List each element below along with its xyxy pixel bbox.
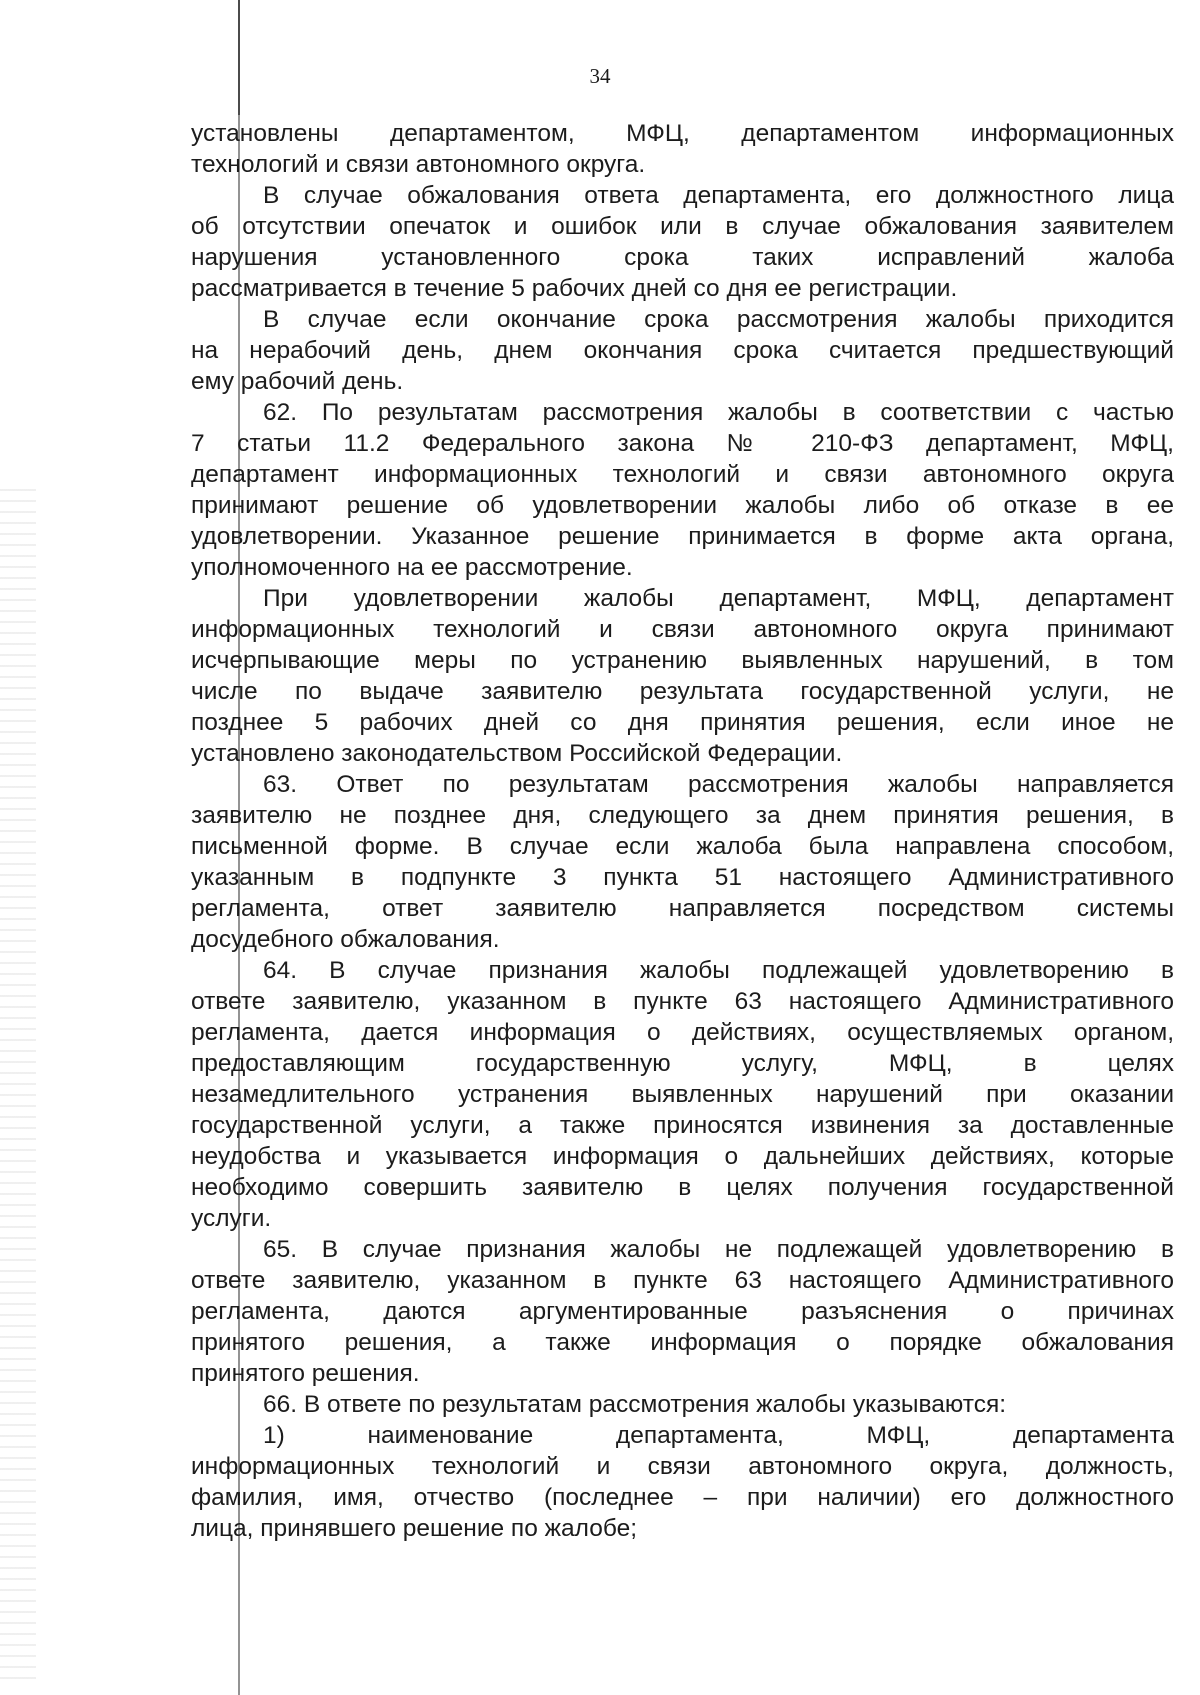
scan-edge-noise [0, 480, 36, 1680]
text-line: информационных технологий и связи автономного округа принимают [191, 616, 1174, 643]
page-number: 34 [589, 64, 611, 88]
text-line: При удовлетворении жалобы департамент, МФЦ, департамент [263, 585, 1174, 612]
text-line: ответе заявителю, указанном в пункте 63 настоящего Административного [191, 988, 1174, 1015]
text-line: лица, принявшего решение по жалобе; [191, 1515, 638, 1542]
text-line: принимают решение об удовлетворении жалобы либо об отказе в ее [191, 492, 1174, 519]
document-body [191, 118, 1174, 1544]
text-line: регламента, ответ заявителю направляется посредством системы [191, 895, 1174, 922]
text-line: рассматривается в течение 5 рабочих дней со дня ее регистрации. [191, 275, 958, 302]
text-line: неудобства и указывается информация о дальнейших действиях, которые [191, 1143, 1174, 1170]
text-line: государственной услуги, а также приносятся извинения за доставленные [191, 1112, 1174, 1139]
text-line: 65. В случае признания жалобы не подлежащей удовлетворению в [263, 1236, 1174, 1263]
text-line: позднее 5 рабочих дней со дня принятия решения, если иное не [191, 709, 1174, 736]
text-line: 1) наименование департамента, МФЦ, департамента [263, 1422, 1174, 1449]
text-line: указанным в подпункте 3 пункта 51 настоящего Административного [191, 864, 1174, 891]
text-line: информационных технологий и связи автономного округа, должность, [191, 1453, 1174, 1480]
text-line: регламента, даются аргументированные разъяснения о причинах [191, 1298, 1174, 1325]
text-line: В случае обжалования ответа департамента, его должностного лица [263, 182, 1174, 209]
text-line: В случае если окончание срока рассмотрения жалобы приходится [263, 306, 1174, 333]
text-line: числе по выдаче заявителю результата государственной услуги, не [191, 678, 1174, 705]
text-line: об отсутствии опечаток и ошибок или в случае обжалования заявителем [191, 213, 1174, 240]
text-line: 62. По результатам рассмотрения жалобы в соответствии с частью [263, 399, 1174, 426]
text-line: 7 статьи 11.2 Федерального закона № 210-ФЗ департамент, МФЦ, [191, 430, 1174, 457]
text-line: предоставляющим государственную услугу, МФЦ, в целях [191, 1050, 1174, 1077]
text-line: технологий и связи автономного округа. [191, 151, 646, 178]
text-line: услуги. [191, 1205, 272, 1232]
text-line: 63. Ответ по результатам рассмотрения жалобы направляется [263, 771, 1174, 798]
text-line: 64. В случае признания жалобы подлежащей удовлетворению в [263, 957, 1174, 984]
text-line: регламента, дается информация о действиях, осуществляемых органом, [191, 1019, 1174, 1046]
text-line: на нерабочий день, днем окончания срока считается предшествующий [191, 337, 1174, 364]
text-line: департамент информационных технологий и связи автономного округа [191, 461, 1174, 488]
text-line: незамедлительного устранения выявленных нарушений при оказании [191, 1081, 1174, 1108]
text-line: фамилия, имя, отчество (последнее – при наличии) его должностного [191, 1484, 1174, 1511]
text-line: установлены департаментом, МФЦ, департаментом информационных [191, 120, 1174, 147]
text-line: ответе заявителю, указанном в пункте 63 настоящего Административного [191, 1267, 1174, 1294]
text-line: заявителю не позднее дня, следующего за днем принятия решения, в [191, 802, 1174, 829]
text-line: досудебного обжалования. [191, 926, 500, 953]
text-line: 66. В ответе по результатам рассмотрения жалобы указываются: [263, 1391, 1007, 1418]
text-line: удовлетворении. Указанное решение принимается в форме акта органа, [191, 523, 1174, 550]
text-line: ему рабочий день. [191, 368, 404, 395]
text-line: принятого решения. [191, 1360, 420, 1387]
text-line: исчерпывающие меры по устранению выявленных нарушений, в том [191, 647, 1174, 674]
text-line: письменной форме. В случае если жалоба была направлена способом, [191, 833, 1174, 860]
text-line: принятого решения, а также информация о порядке обжалования [191, 1329, 1174, 1356]
text-line: необходимо совершить заявителю в целях получения государственной [191, 1174, 1174, 1201]
text-line: нарушения установленного срока таких исправлений жалоба [191, 244, 1174, 271]
text-line: уполномоченного на ее рассмотрение. [191, 554, 633, 581]
text-line: установлено законодательством Российской Федерации. [191, 740, 843, 767]
